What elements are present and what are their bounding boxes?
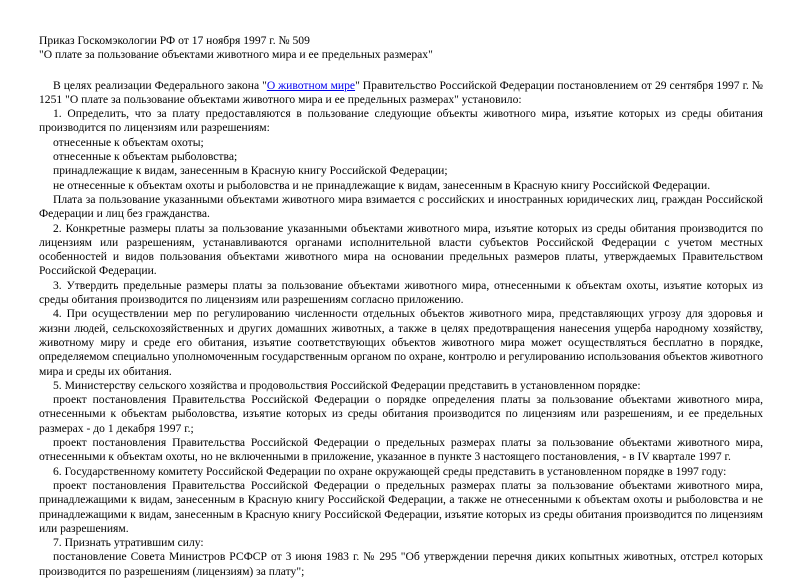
document-header: [39, 34, 763, 63]
paragraph: проект постановления Правительства Российской Федерации о порядке определения платы за пользование объектами животного мира, отнесенными к объектам рыболовства, изъятие которых из среды обитания производится по лицензиям или разрешениям, и ее предельных размерах - до 1 декабря 1997 г.;: [39, 393, 763, 435]
paragraph: постановление Совета Министров РСФСР от 3 июня 1983 г. № 295 "Об утверждении перечня диких копытных животных, отстрел которых производится по разрешениям (лицензиям) за плату";: [39, 550, 763, 578]
paragraph: отнесенные к объектам охоты;: [53, 135, 204, 149]
paragraph: 6. Государственному комитету Российской Федерации по охране окружающей среды представить в установленном порядке в 1997 году:: [53, 464, 727, 478]
paragraph: 5. Министерству сельского хозяйства и продовольствия Российской Федерации представить в установленном порядке:: [53, 378, 641, 392]
paragraph: не отнесенные к объектам охоты и рыболовства и не принадлежащие к видам, занесенным в Красную книгу Российской Федерации.: [53, 178, 711, 192]
paragraph: 1. Определить, что за плату предоставляются в пользование следующие объекты животного мира, изъятие которых из среды обитания производится по лицензиям или разрешениям:: [39, 107, 763, 135]
paragraph: принадлежащие к видам, занесенным в Красную книгу Российской Федерации;: [53, 164, 448, 178]
paragraph: проект постановления Правительства Российской Федерации о предельных размерах платы за пользование объектами животного мира, отнесенными к объектам охоты, но не включенными в приложение, указанное в пункте 3 настоящего постановления, - в IV квартале 1997 г.: [39, 436, 763, 464]
document-title: Приказ Госкомэкологии РФ от 17 ноября 1997 г. № 509: [39, 34, 310, 47]
paragraph: 3. Утвердить предельные размеры платы за пользование объектами животного мира, отнесенными к объектам охоты, изъятие которых из среды обитания производится по лицензиям или разрешениям согласно приложению.: [39, 278, 763, 307]
paragraph: 4. При осуществлении мер по регулированию численности отдельных объектов животного мира, представляющих угрозу для здоровья и жизни людей, сельскохозяйственных и других домашних животных, а также в целях предотвращения нанесения ущерба народному хозяйству, животному миру и среде его обитания, изъятие соответствующих объектов животного мира может осуществляться бесплатно в порядке, определяемом специально уполномоченным государственным органом по охране, контролю и регулированию использования объектов животного мира и среды их обитания.: [39, 307, 763, 378]
document-body: [39, 79, 763, 579]
paragraph: 2. Конкретные размеры платы за пользование указанными объектами животного мира, изъятие которых из среды обитания производится по лицензиям или разрешениям, устанавливаются органами исполнительной власти субъектов Российской Федерации с учетом местных особенностей и видов пользования объектами животного мира на основании предельных размеров платы, утверждаемых Правительством Российской Федерации.: [39, 221, 763, 278]
law-link[interactable]: О животном мире: [266, 78, 356, 92]
document-subtitle: "О плате за пользование объектами животного мира и ее предельных размерах": [39, 48, 433, 62]
intro-text-before: В целях реализации Федерального закона ": [53, 78, 267, 92]
paragraph: Плата за пользование указанными объектами животного мира взимается с российских и иностранных юридических лиц, граждан Российской Федерации и лиц без гражданства.: [39, 192, 763, 221]
paragraph: отнесенные к объектам рыболовства;: [53, 150, 238, 164]
paragraph: 7. Признать утратившим силу:: [53, 536, 204, 550]
paragraph: проект постановления Правительства Российской Федерации о предельных размерах платы за пользование объектами животного мира, принадлежащими к видам, занесенным в Красную книгу Российской Федерации, а также не отнесенными к объектам охоты и рыболовства и не принадлежащими к видам, занесенным в Красную книгу Российской Федерации, изъятие которых из среды обитания производится по лицензиям или разрешениям.: [39, 478, 763, 535]
intro-paragraph: [39, 79, 763, 108]
intro-text-after: " Правительство Российской Федерации постановлением от 29 сентября 1997 г. № 1251 "О плате за пользование объектами животного мира и ее предельных размерах" установило:: [39, 78, 763, 106]
